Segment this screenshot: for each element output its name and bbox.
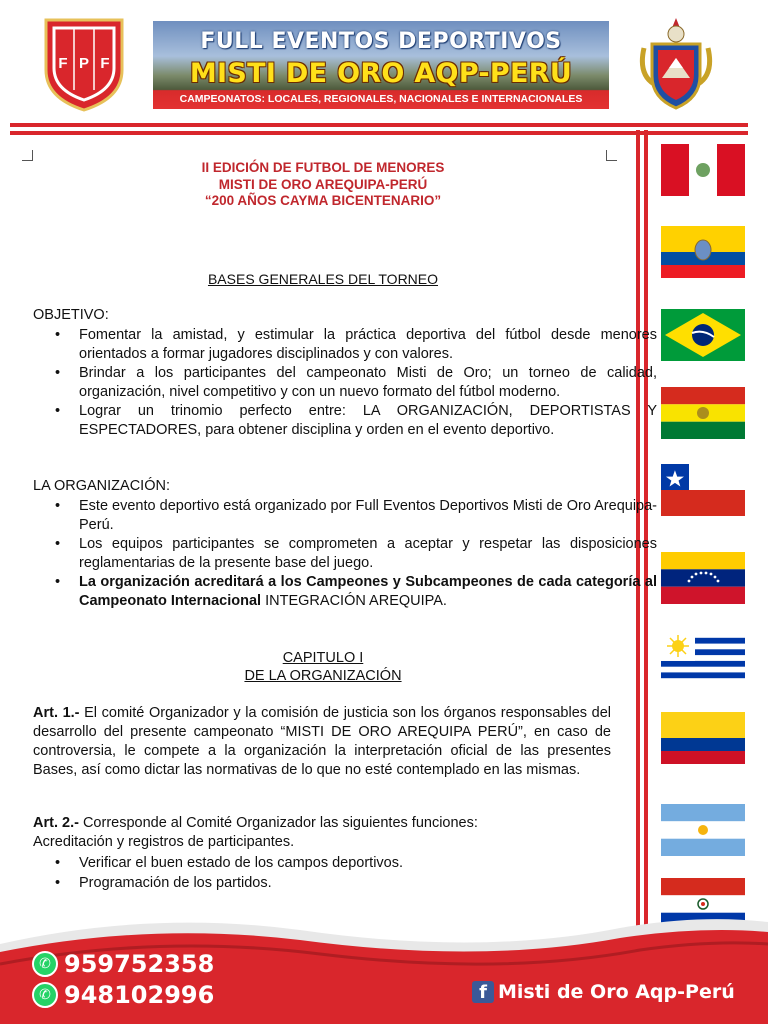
chile-flag-icon — [661, 464, 745, 516]
article-2-list — [33, 853, 657, 893]
list-item: • Los equipos participantes se comprometen a aceptar y respetar las disposiciones reglamentarias de la presente base del juego. — [79, 535, 657, 573]
facebook-label: Misti de Oro Aqp-Perú — [498, 981, 735, 1003]
argentina-flag-icon — [661, 804, 745, 856]
document-title — [100, 160, 546, 210]
crop-mark — [606, 150, 617, 161]
chapter-line: CAPITULO I — [282, 650, 364, 666]
title-line: MISTI DE ORO AREQUIPA-PERÚ — [218, 176, 428, 192]
list-item: • Programación de los partidos. — [79, 873, 657, 893]
list-item: • Verificar el buen estado de los campos deportivos. — [79, 853, 657, 873]
regular-text: INTEGRACIÓN AREQUIPA. — [261, 593, 447, 609]
objetivo-heading: OBJETIVO: — [33, 307, 109, 323]
article-label: Art. 2.- — [33, 815, 79, 831]
phone-number-1[interactable] — [32, 950, 214, 978]
colombia-flag-icon — [661, 712, 745, 764]
fpf-letter: F — [58, 55, 68, 72]
chapter-heading — [100, 649, 546, 685]
organizacion-heading: LA ORGANIZACIÓN: — [33, 478, 170, 494]
list-item: • Brindar a los participantes del campeonato Misti de Oro; un torneo de calidad, organización, nivel competitivo y con un nuevo formato del fútbol moderno. — [79, 364, 657, 402]
ecuador-flag-icon — [661, 226, 745, 278]
article-1 — [33, 704, 611, 780]
article-2-line: Acreditación y registros de participantes. — [33, 834, 295, 850]
uruguay-flag-icon — [661, 632, 745, 684]
chapter-line: DE LA ORGANIZACIÓN — [244, 668, 402, 684]
fpf-logo — [44, 18, 124, 112]
peru-flag-icon — [661, 144, 745, 196]
phone-text: 948102996 — [64, 981, 215, 1009]
organizacion-list — [33, 497, 657, 611]
arequipa-coat-of-arms-icon — [636, 14, 716, 112]
objetivo-list — [33, 326, 657, 440]
article-text: Corresponde al Comité Organizador las siguientes funciones: — [78, 815, 478, 831]
banner-line-3: CAMPEONATOS: LOCALES, REGIONALES, NACIONALES E INTERNACIONALES — [179, 93, 583, 105]
facebook-link[interactable] — [472, 981, 735, 1003]
section-heading: BASES GENERALES DEL TORNEO — [207, 271, 439, 287]
title-line: “200 AÑOS CAYMA BICENTENARIO” — [204, 193, 442, 208]
phone-text: 959752358 — [64, 950, 215, 978]
phone-number-2[interactable] — [32, 981, 214, 1009]
article-2 — [33, 814, 611, 833]
bold-text: La organización acreditará a los Campeones y Subcampeones de cada categoría al Campeonato Internacional — [79, 574, 657, 609]
fpf-letter: F — [100, 55, 110, 72]
article-label: Art. 1.- — [33, 705, 80, 721]
fpf-letter: P — [78, 55, 90, 72]
whatsapp-icon: ✆ — [32, 951, 58, 977]
whatsapp-icon: ✆ — [32, 982, 58, 1008]
banner-line-2: MISTI DE ORO AQP-PERÚ — [189, 58, 573, 89]
list-item: • Este evento deportivo está organizado por Full Eventos Deportivos Misti de Oro Arequipa-Perú. — [79, 497, 657, 535]
list-item: • Fomentar la amistad, y estimular la práctica deportiva del fútbol desde menores orientados a formar jugadores disciplinados y con valores. — [79, 326, 657, 364]
header-divider — [10, 123, 748, 127]
venezuela-flag-icon — [661, 552, 745, 604]
facebook-icon: f — [472, 981, 494, 1003]
banner-line-1: FULL EVENTOS DEPORTIVOS — [200, 29, 562, 54]
bolivia-flag-icon — [661, 387, 745, 439]
list-item: • Lograr un trinomio perfecto entre: LA ORGANIZACIÓN, DEPORTISTAS Y ESPECTADORES, para obtener disciplina y orden en el evento deportivo. — [79, 402, 657, 440]
brazil-flag-icon — [661, 309, 745, 361]
event-banner — [153, 21, 609, 109]
article-text: El comité Organizador y la comisión de justicia son los órganos responsables del desarrollo del presente campeonato “MISTI DE ORO AREQUIPA PERÚ”, en caso de controversia, le compete a la organización la interpretación oficial de las presentes Bases, así como dictar las normativas de lo que no esté contemplado en las mismas. — [33, 705, 611, 778]
list-item — [79, 573, 657, 611]
crop-mark — [22, 150, 33, 161]
title-line: II EDICIÓN DE FUTBOL DE MENORES — [201, 160, 445, 175]
